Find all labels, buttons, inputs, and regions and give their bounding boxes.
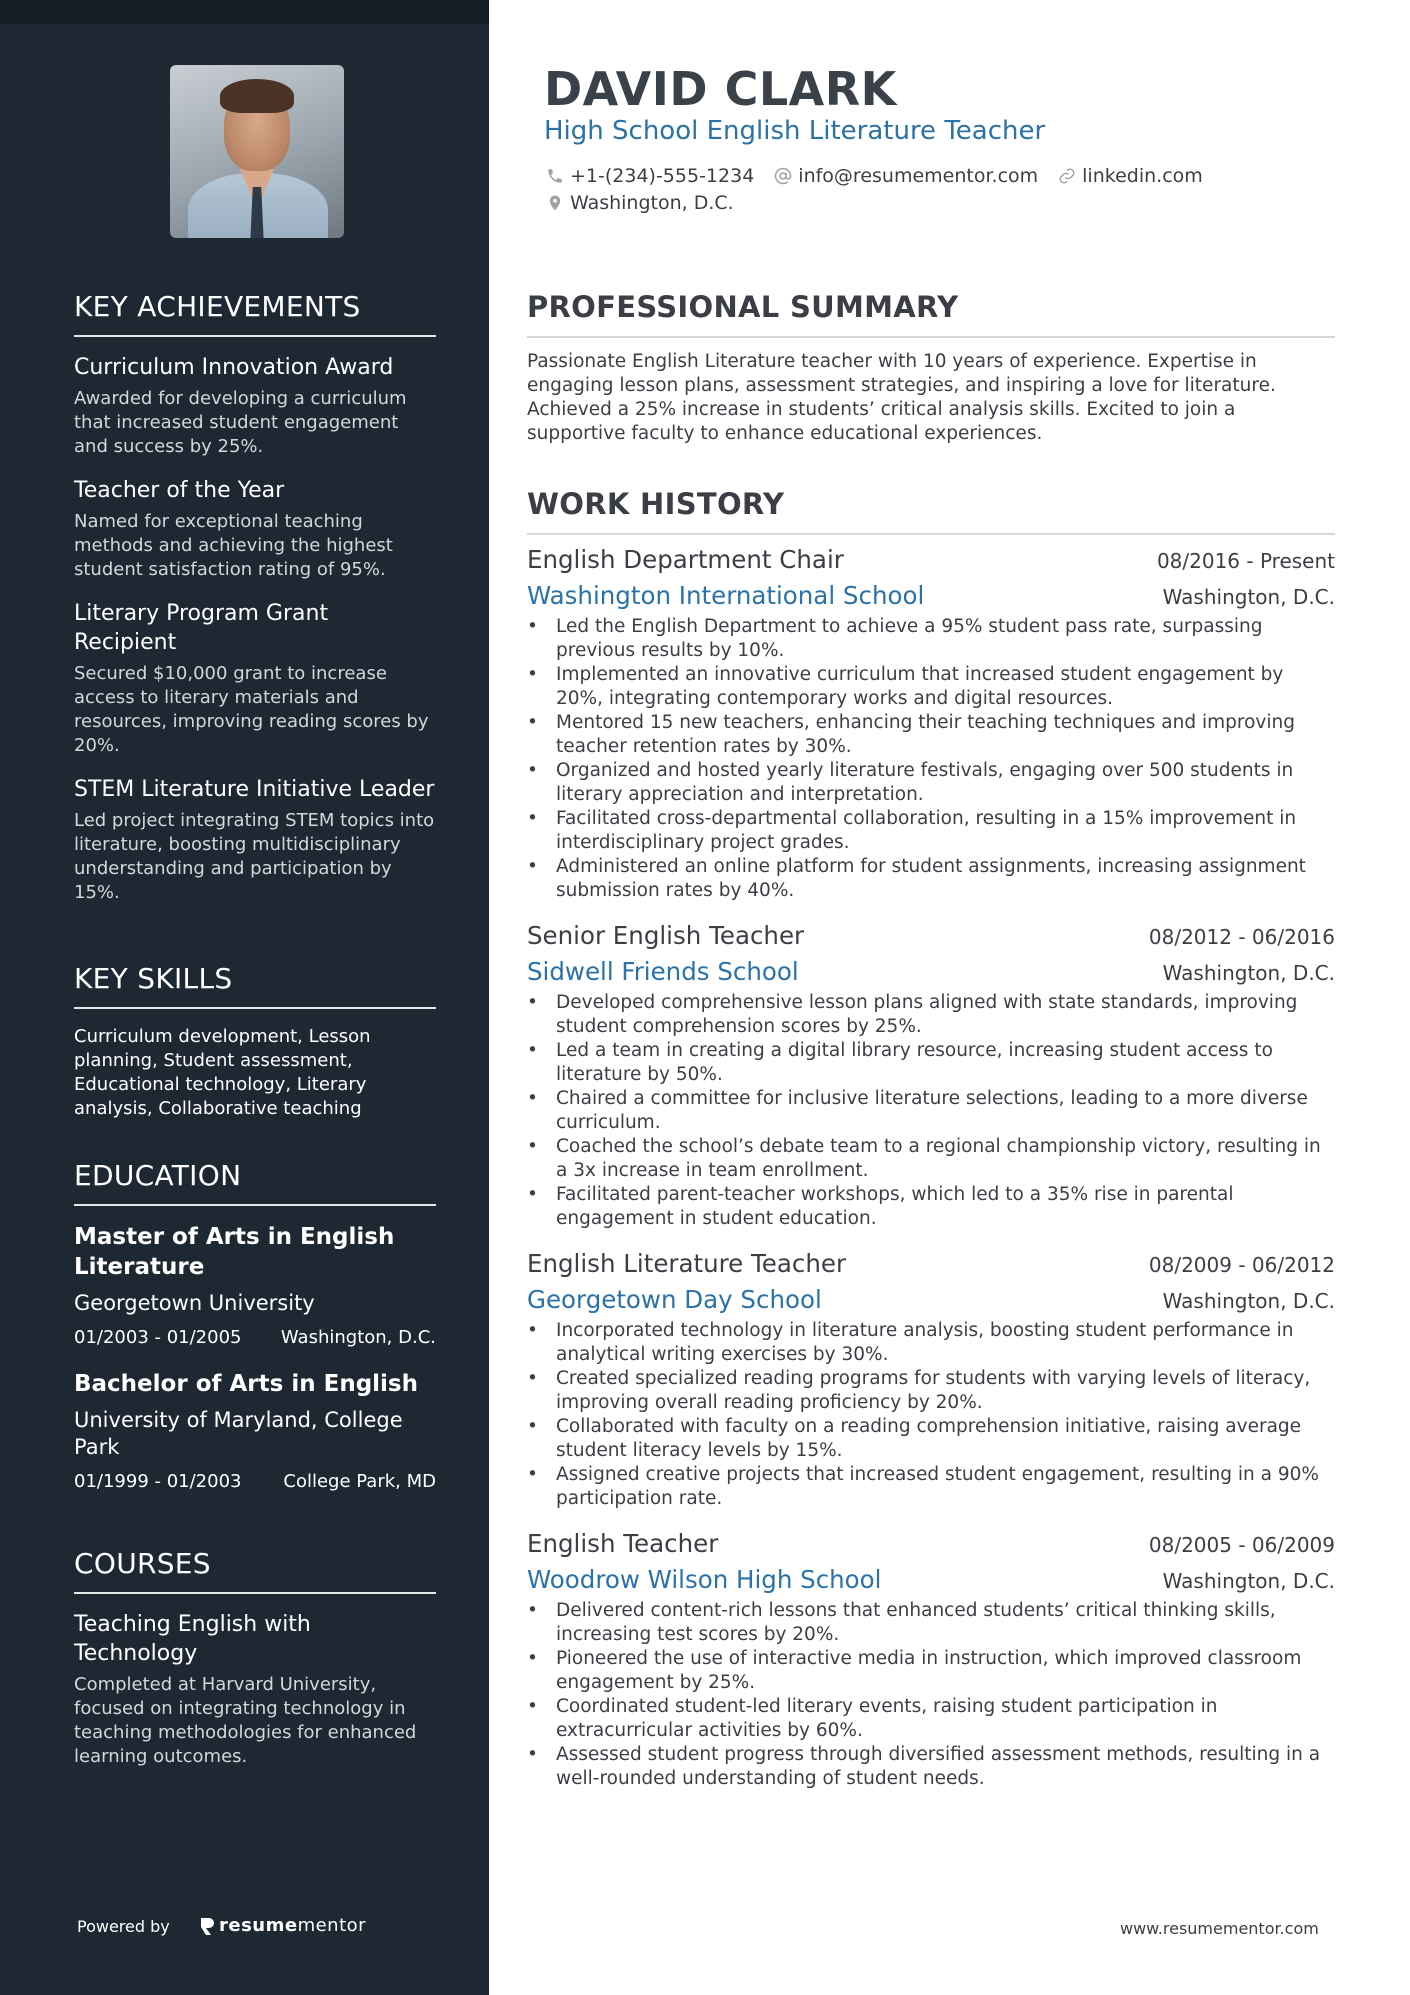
sidebar <box>0 0 489 1995</box>
job-bullet: • Facilitated cross-departmental collaboration, resulting in a 15% improvement in interdisciplinary project grades. <box>527 807 1335 855</box>
powered-by-label: Powered by <box>77 1917 170 1936</box>
summary-text: Passionate English Literature teacher with 10 years of experience. Expertise in engaging lesson plans, assessment strategies, and inspiring a love for literature. Achieved a 25% increase in students’ critical analysis skills. Excited to join a supportive faculty to enhance educational experiences. <box>527 351 1276 444</box>
job-entry <box>527 1529 1335 1791</box>
job-entry <box>527 545 1335 903</box>
job-bullets <box>527 615 1335 903</box>
job-bullet: • Administered an online platform for student assignments, increasing assignment submission rates by 40%. <box>527 855 1335 903</box>
education-item <box>74 1222 436 1348</box>
job-title: English Department Chair <box>527 545 844 574</box>
candidate-role: High School English Literature Teacher <box>544 116 1046 146</box>
achievement-desc: Awarded for developing a curriculum that increased student engagement and success by 25%. <box>74 388 407 457</box>
course-item <box>74 1610 436 1769</box>
job-dates: 08/2009 - 06/2012 <box>1148 1253 1335 1277</box>
achievement-item <box>74 476 436 582</box>
professional-summary-heading: PROFESSIONAL SUMMARY <box>527 290 1335 338</box>
education-degree: Master of Arts in English Literature <box>74 1224 395 1280</box>
job-company-row <box>527 581 1335 610</box>
link-icon <box>1058 167 1076 185</box>
job-company-row <box>527 1565 1335 1594</box>
candidate-name: DAVID CLARK <box>544 62 897 116</box>
course-title: Teaching English with Technology <box>74 1612 311 1666</box>
job-title: English Teacher <box>527 1529 719 1558</box>
job-company-row <box>527 1285 1335 1314</box>
job-location: Washington, D.C. <box>1162 585 1335 609</box>
job-bullet: • Created specialized reading programs for students with varying levels of literacy, improving overall reading proficiency by 20%. <box>527 1367 1335 1415</box>
job-company: Washington International School <box>527 581 925 610</box>
achievement-desc: Led project integrating STEM topics into literature, boosting multidisciplinary understanding and participation by 15%. <box>74 810 435 903</box>
job-bullet: • Assigned creative projects that increased student engagement, resulting in a 90% participation rate. <box>527 1463 1335 1511</box>
job-bullet: • Coordinated student-led literary events, raising student participation in extracurricular activities by 60%. <box>527 1695 1335 1743</box>
achievement-title: STEM Literature Initiative Leader <box>74 777 435 802</box>
contact-location <box>546 192 734 214</box>
achievement-title: Curriculum Innovation Award <box>74 355 394 380</box>
at-sign-icon <box>774 167 792 185</box>
brand-name-bold: resume <box>219 1915 298 1936</box>
map-pin-icon <box>546 194 564 212</box>
achievement-desc: Named for exceptional teaching methods and achieving the highest student satisfaction rating of 95%. <box>74 511 393 580</box>
work-history-section <box>527 487 1335 1791</box>
achievement-item <box>74 775 436 905</box>
education-meta <box>74 1471 436 1492</box>
job-location: Washington, D.C. <box>1162 961 1335 985</box>
profile-photo <box>170 65 344 238</box>
contact-phone[interactable] <box>546 165 754 187</box>
education-heading: EDUCATION <box>74 1159 436 1206</box>
photo-hair-shape <box>220 79 294 113</box>
location-text: Washington, D.C. <box>570 192 734 214</box>
job-entry <box>527 1249 1335 1511</box>
job-company: Woodrow Wilson High School <box>527 1565 882 1594</box>
sidebar-top-bar <box>0 0 489 24</box>
work-history-heading: WORK HISTORY <box>527 487 1335 535</box>
brand-name-light: mentor <box>297 1915 367 1936</box>
resumementor-logo-icon <box>199 1916 215 1936</box>
achievement-title: Literary Program Grant Recipient <box>74 601 329 655</box>
job-bullet: • Led a team in creating a digital library resource, increasing student access to literature by 50%. <box>527 1039 1335 1087</box>
job-bullet: • Coached the school’s debate team to a regional championship victory, resulting in a 3x increase in team enrollment. <box>527 1135 1335 1183</box>
job-bullet: • Delivered content-rich lessons that enhanced students’ critical thinking skills, increasing test scores by 20%. <box>527 1599 1335 1647</box>
job-location: Washington, D.C. <box>1162 1289 1335 1313</box>
job-location: Washington, D.C. <box>1162 1569 1335 1593</box>
job-dates: 08/2005 - 06/2009 <box>1148 1533 1335 1557</box>
achievement-desc: Secured $10,000 grant to increase access to literary materials and resources, improving reading scores by 20%. <box>74 663 429 756</box>
job-company-row <box>527 957 1335 986</box>
linkedin-text: linkedin.com <box>1082 165 1203 187</box>
key-skills-section <box>74 962 436 1121</box>
job-dates: 08/2012 - 06/2016 <box>1148 925 1335 949</box>
job-bullet: • Organized and hosted yearly literature festivals, engaging over 500 students in literary appreciation and interpretation. <box>527 759 1335 807</box>
phone-text: +1-(234)-555-1234 <box>570 165 755 187</box>
job-bullet: • Incorporated technology in literature analysis, boosting student performance in analytical writing exercises by 30%. <box>527 1319 1335 1367</box>
job-bullet: • Assessed student progress through diversified assessment methods, resulting in a well-rounded understanding of student needs. <box>527 1743 1335 1791</box>
job-company: Georgetown Day School <box>527 1285 822 1314</box>
job-dates: 08/2016 - Present <box>1156 549 1335 573</box>
phone-icon <box>546 167 564 185</box>
education-dates: 01/1999 - 01/2003 <box>74 1471 242 1492</box>
education-dates: 01/2003 - 01/2005 <box>74 1327 242 1348</box>
email-text: info@resumementor.com <box>798 165 1039 187</box>
achievement-title: Teacher of the Year <box>74 478 285 503</box>
job-title-row <box>527 545 1335 574</box>
contact-email[interactable] <box>774 165 1038 187</box>
contact-row-location <box>546 192 754 214</box>
job-title-row <box>527 1249 1335 1278</box>
education-section <box>74 1159 436 1513</box>
contact-linkedin[interactable] <box>1058 165 1203 187</box>
education-location: Washington, D.C. <box>280 1327 436 1348</box>
job-entry <box>527 921 1335 1231</box>
contact-row <box>546 165 1223 187</box>
education-school: University of Maryland, College Park <box>74 1408 403 1459</box>
job-bullet: • Mentored 15 new teachers, enhancing their teaching techniques and improving teacher retention rates by 30%. <box>527 711 1335 759</box>
job-bullet: • Implemented an innovative curriculum that increased student engagement by 20%, integrating contemporary works and digital resources. <box>527 663 1335 711</box>
job-title-row <box>527 921 1335 950</box>
courses-section <box>74 1547 436 1786</box>
job-bullet: • Pioneered the use of interactive media in instruction, which improved classroom engagement by 25%. <box>527 1647 1335 1695</box>
achievement-item <box>74 353 436 459</box>
skills-list: Curriculum development, Lesson planning, Student assessment, Educational technology, Literary analysis, Collaborative teaching <box>74 1026 371 1119</box>
job-company: Sidwell Friends School <box>527 957 799 986</box>
job-bullets <box>527 1599 1335 1791</box>
job-title: English Literature Teacher <box>527 1249 847 1278</box>
job-bullets <box>527 1319 1335 1511</box>
job-title: Senior English Teacher <box>527 921 805 950</box>
education-school: Georgetown University <box>74 1291 315 1315</box>
achievement-item <box>74 599 436 758</box>
key-achievements-section <box>74 290 436 922</box>
key-skills-heading: KEY SKILLS <box>74 962 436 1009</box>
education-item <box>74 1369 436 1492</box>
courses-heading: COURSES <box>74 1547 436 1594</box>
job-bullet: • Led the English Department to achieve a 95% student pass rate, surpassing previous results by 10%. <box>527 615 1335 663</box>
job-bullet: • Developed comprehensive lesson plans aligned with state standards, improving student comprehension scores by 25%. <box>527 991 1335 1039</box>
education-location: College Park, MD <box>283 1471 436 1492</box>
job-bullets <box>527 991 1335 1231</box>
job-bullet: • Chaired a committee for inclusive literature selections, leading to a more diverse curriculum. <box>527 1087 1335 1135</box>
education-degree: Bachelor of Arts in English <box>74 1371 418 1397</box>
education-meta <box>74 1327 436 1348</box>
job-bullet: • Facilitated parent-teacher workshops, which led to a 35% rise in parental engagement in student education. <box>527 1183 1335 1231</box>
course-desc: Completed at Harvard University, focused on integrating technology in teaching methodologies for enhanced learning outcomes. <box>74 1674 417 1767</box>
professional-summary-section <box>527 290 1335 446</box>
brand-logo[interactable] <box>199 1915 366 1936</box>
key-achievements-heading: KEY ACHIEVEMENTS <box>74 290 436 337</box>
footer-website-link[interactable]: www.resumementor.com <box>1120 1919 1319 1938</box>
job-bullet: • Collaborated with faculty on a reading comprehension initiative, raising average student literacy levels by 15%. <box>527 1415 1335 1463</box>
job-title-row <box>527 1529 1335 1558</box>
